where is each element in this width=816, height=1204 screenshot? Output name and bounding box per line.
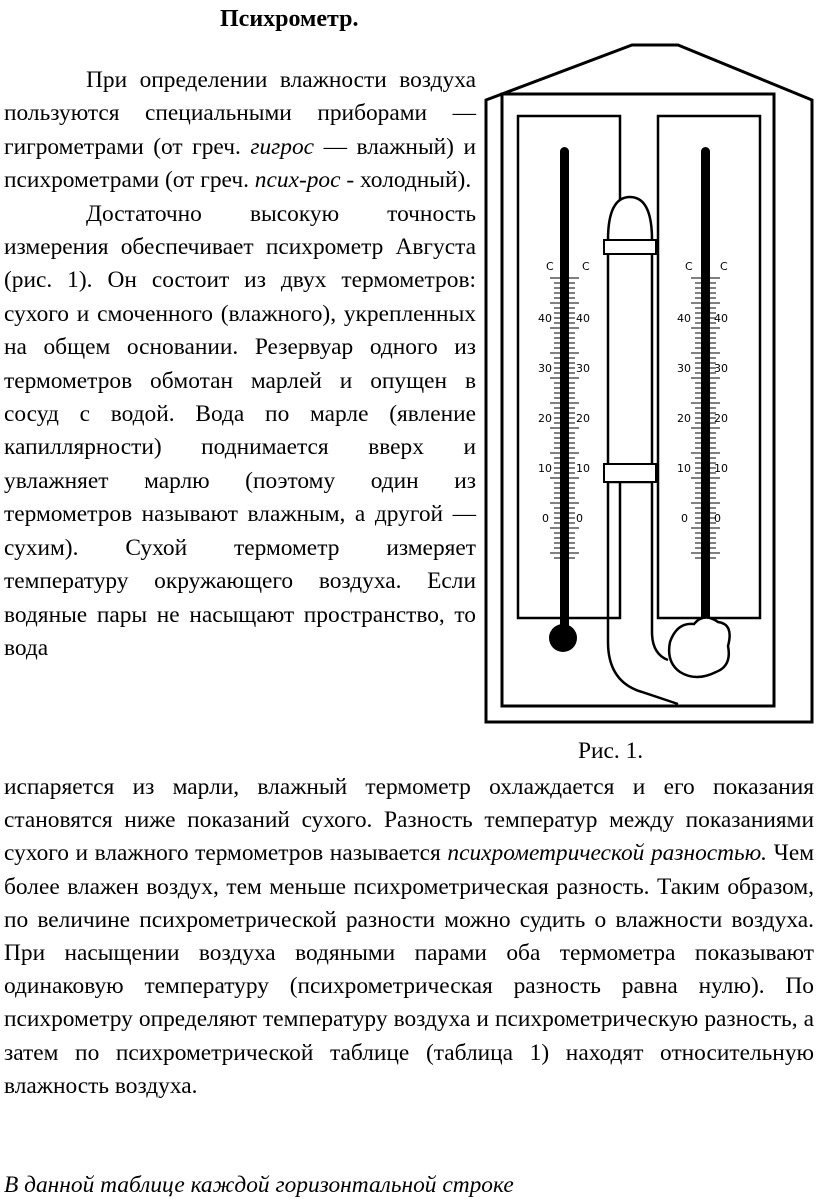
scale-label: 40 bbox=[714, 312, 728, 325]
scale-label: 10 bbox=[677, 462, 691, 475]
paragraph-1: При определении влажности воздуха пользуются специальными приборами — гигрометрами (от греч. гигрос — влажный) и психрометрами (от греч. псих-рос - холодный). bbox=[4, 67, 476, 194]
scale-label: 40 bbox=[576, 312, 590, 325]
dry-thermometer bbox=[549, 147, 577, 652]
text-full-width bbox=[4, 771, 814, 1103]
scale-label: 10 bbox=[576, 462, 590, 475]
scale-label: 0 bbox=[714, 512, 721, 525]
scale-label: 40 bbox=[677, 312, 691, 325]
water-vessel bbox=[604, 197, 678, 704]
paragraph-3: испаряется из марли, влажный термометр охлаждается и его показания становятся ниже показаний сухого. Разность температур между показаниями сухого и влажного термометров называется психрометрической разностью. Чем более влажен воздух, тем меньше психрометрическая разность. Таким образом, по величине психрометрической разности можно судить о влажности воздуха. При насыщении воздуха водяными парами оба термометра показывают одинаковую температуру (психрометрическая разность равна нулю). По психрометру определяют температуру воздуха и психрометрическую разность, а затем по психрометрической таблице (таблица 1) находят относительную влажность воздуха. bbox=[4, 774, 815, 1099]
text-column bbox=[4, 64, 476, 665]
psychrometer-figure bbox=[482, 42, 816, 726]
figure-caption: Рис. 1. bbox=[578, 738, 644, 764]
scale-label: 40 bbox=[538, 312, 552, 325]
scale-label: 30 bbox=[714, 362, 728, 375]
scale-unit-left-2: С bbox=[582, 260, 590, 273]
scale-label: 20 bbox=[576, 412, 590, 425]
scale-label: 10 bbox=[538, 462, 552, 475]
scale-label: 30 bbox=[576, 362, 590, 375]
scale-label: 0 bbox=[542, 512, 549, 525]
scale-label: 20 bbox=[714, 412, 728, 425]
paragraph-2: Достаточно высокую точность измерения обеспечивает психрометр Августа (рис. 1). Он состоит из двух термометров: сухого и смоченного (влажного), укрепленных на общем основании. Резервуар одного из термометров обмотан марлей и опущен в сосуд с водой. Вода по марле (явление капиллярности) поднимается вверх и увлажняет марлю (поэтому один из термометров называют влажным, а другой — сухим). Сухой термометр измеряет температуру окружающего воздуха. Если водяные пары не насыщают пространство, то вода bbox=[4, 200, 476, 661]
scale-unit-left-1: С bbox=[546, 260, 554, 273]
scale-label: 20 bbox=[538, 412, 552, 425]
scale-label: 0 bbox=[576, 512, 583, 525]
scale-label: 0 bbox=[681, 512, 688, 525]
scale-unit-right-2: С bbox=[720, 260, 728, 273]
scale-unit-right-1: С bbox=[685, 260, 693, 273]
cut-off-line: В данной таблице каждой горизонтальной строке bbox=[4, 1172, 514, 1198]
scale-label: 30 bbox=[538, 362, 552, 375]
page-title: Психрометр. bbox=[220, 6, 359, 32]
scale-label: 30 bbox=[677, 362, 691, 375]
scale-label: 10 bbox=[714, 462, 728, 475]
scale-label: 20 bbox=[677, 412, 691, 425]
